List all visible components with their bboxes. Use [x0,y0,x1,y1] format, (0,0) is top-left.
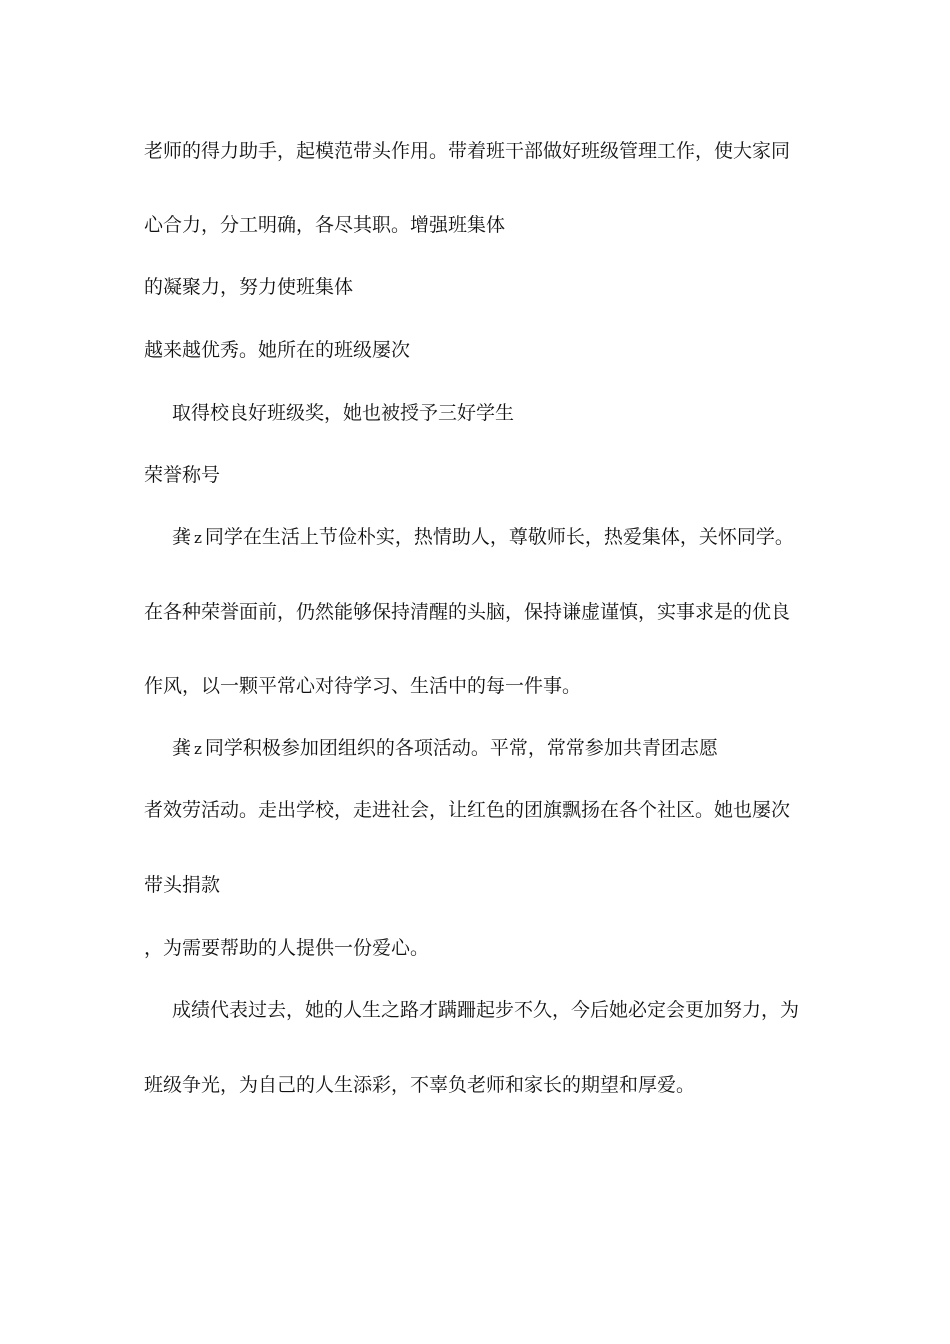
student-name-initial: z [194,529,202,547]
paragraph-line: ，为需要帮助的人提供一份爱心。 [144,937,430,959]
paragraph-line: 班级争光，为自己的人生添彩，不辜负老师和家长的期望和厚爱。 [144,1074,696,1096]
paragraph-line [172,736,718,761]
student-name-initial: z [194,740,202,758]
paragraph-line: 越来越优秀。她所在的班级屡次 [144,339,411,361]
paragraph-line: 荣誉称号 [144,464,221,486]
paragraph-line: 作风，以一颗平常心对待学习、生活中的每一件事。 [144,675,582,697]
line-text: 同学在生活上节俭朴实，热情助人，尊敬师长，热爱集体，关怀同学。 [204,526,794,548]
paragraph-line: 带头捐款 [144,874,221,896]
paragraph-line: 的凝聚力，努力使班集体 [144,276,354,298]
line-text: 同学积极参加团组织的各项活动。平常，常常参加共青团志愿 [204,737,718,759]
paragraph-line: 心合力，分工明确，各尽其职。增强班集体 [144,214,506,236]
student-surname: 龚 [172,526,192,548]
student-surname: 龚 [172,737,192,759]
paragraph-line: 老师的得力助手，起模范带头作用。带着班干部做好班级管理工作，使大家同 [144,140,791,162]
paragraph-line: 成绩代表过去，她的人生之路才蹒跚起步不久，今后她必定会更加努力，为 [172,999,800,1021]
paragraph-line: 取得校良好班级奖，她也被授予三好学生 [172,402,515,424]
paragraph-line: 者效劳活动。走出学校，走进社会，让红色的团旗飘扬在各个社区。她也屡次 [144,799,791,821]
paragraph-line [172,525,794,550]
paragraph-line: 在各种荣誉面前，仍然能够保持清醒的头脑，保持谦虚谨慎，实事求是的优良 [144,601,791,623]
